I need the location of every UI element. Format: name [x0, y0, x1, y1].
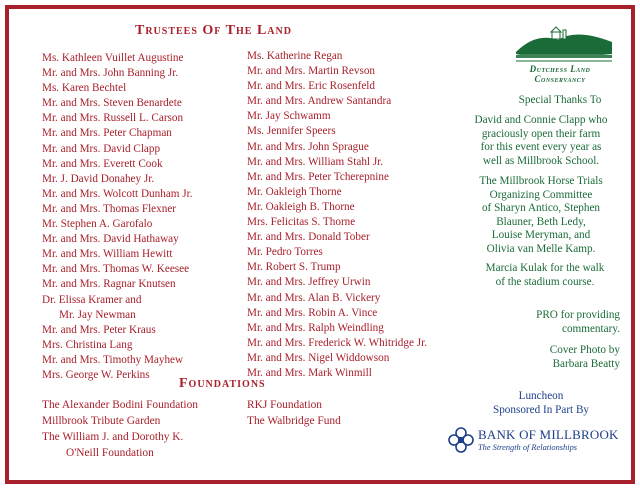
trustee-name: Mr. and Mrs. Peter Kraus [42, 323, 156, 336]
trustee-name: Mr. and Mrs. Thomas Flexner [42, 202, 177, 215]
trustee-name: Mr. and Mrs. Peter Chapman [42, 127, 172, 140]
thanks-line: PRO for providing [536, 309, 620, 321]
trustee-name: Mr. and Mrs. Robin A. Vince [247, 306, 378, 319]
trustee-name: Mr. and Mrs. Thomas W. Keesee [42, 263, 190, 276]
trustee-name: Mr. and Mrs. Eric Rosenfeld [247, 80, 376, 93]
foundation-name: The Walbridge Fund [247, 415, 341, 427]
thanks-kulak [470, 262, 620, 289]
trustee-name: Mr. and Mrs. Ralph Weindling [247, 321, 384, 334]
thanks-line: Cover Photo by [549, 344, 620, 356]
trustee-name: Mr. and Mrs. Andrew Santandra [247, 95, 392, 108]
trustee-name: Mr. and Mrs. Frederick W. Whitridge Jr. [247, 336, 428, 349]
trustee-name: Ms. Karen Bechtel [42, 82, 127, 95]
trustee-name: Mrs. Felicitas S. Thorne [247, 216, 356, 229]
trustee-name: Mr. and Mrs. William Stahl Jr. [247, 155, 384, 168]
thanks-photo [490, 344, 620, 371]
thanks-line: Barbara Beatty [552, 357, 620, 370]
luncheon-sponsor [462, 390, 620, 417]
thanks-line: graciously open their farm [481, 127, 601, 140]
trustee-name: Mr. and Mrs. Martin Revson [247, 65, 376, 78]
trustee-name: Ms. Jennifer Speers [247, 125, 336, 138]
bank-quatrefoil-icon [448, 426, 474, 454]
trustee-name-continued: Mr. Jay Newman [59, 308, 136, 321]
thanks-line: The Millbrook Horse Trials [479, 175, 603, 187]
thanks-pro [490, 309, 620, 336]
trustee-name: Mr. Oakleigh Thorne [247, 185, 342, 198]
thanks-line: of Sharyn Antico, Stephen [481, 202, 601, 215]
trustee-name: Mr. and Mrs. Everett Cook [42, 157, 163, 170]
trustee-name: Mr. and Mrs. John Banning Jr. [42, 67, 179, 80]
trustee-name: Mr. and Mrs. Ragnar Knutsen [42, 278, 176, 291]
trustee-name: Mr. Robert S. Trump [247, 261, 341, 274]
foundation-name: Millbrook Tribute Garden [42, 415, 161, 427]
logo-line-1: Dutchess Land [529, 64, 591, 74]
foundations-left-list [42, 397, 198, 461]
logo-wordmark [505, 64, 615, 84]
thanks-line: David and Connie Clapp who [474, 114, 608, 126]
trustee-name: Mr. J. David Donahey Jr. [42, 172, 155, 185]
trustee-name: Mr. and Mrs. Peter Tcherepnine [247, 170, 389, 183]
trustee-name: Dr. Elissa Kramer and [42, 293, 142, 306]
trustees-left-column [42, 51, 193, 383]
bank-logo [448, 425, 620, 455]
trustee-name: Mr. Jay Schwamm [247, 110, 331, 123]
sponsor-line-1: Luncheon [518, 390, 564, 402]
trustee-name: Mr. and Mrs. Timothy Mayhew [42, 353, 184, 366]
special-thanks-title: Special Thanks To [518, 94, 602, 106]
thanks-line: Organizing Committee [489, 188, 593, 201]
bank-tagline: The Strength of Relationships [478, 443, 578, 452]
foundations-right-list [247, 397, 341, 429]
trustee-name: Ms. Kathleen Vuillet Augustine [42, 52, 184, 64]
logo-line-2: Conservancy [534, 74, 586, 84]
bank-name: BANK OF MILLBROOK [478, 427, 619, 442]
trustee-name: Mr. and Mrs. Donald Tober [247, 231, 370, 244]
trustee-name: Mr. and Mrs. Steven Benardete [42, 97, 182, 110]
thanks-line: Marcia Kulak for the walk [485, 262, 605, 274]
trustee-name: Mrs. Christina Lang [42, 338, 133, 351]
trustee-name: Mr. and Mrs. David Hathaway [42, 233, 179, 246]
trustee-name: Mrs. George W. Perkins [42, 368, 150, 381]
trustee-name: Mr. Stephen A. Garofalo [42, 218, 153, 231]
thanks-line: of the stadium course. [495, 275, 595, 288]
foundation-name: RKJ Foundation [247, 399, 322, 411]
foundations-heading: Foundations [179, 376, 266, 391]
thanks-line: for this event every year as [480, 141, 602, 154]
trustee-name: Mr. Pedro Torres [247, 246, 323, 259]
thanks-clapp [462, 114, 620, 168]
trustee-name: Ms. Katherine Regan [247, 50, 343, 62]
trustee-name: Mr. and Mrs. Mark Winmill [247, 366, 372, 379]
thanks-committee [462, 175, 620, 257]
trustee-name: Mr. and Mrs. Russell L. Carson [42, 112, 184, 125]
trustee-name: Mr. and Mrs. Nigel Widdowson [247, 351, 390, 364]
foundation-name: The Alexander Bodini Foundation [42, 399, 198, 411]
thanks-line: commentary. [562, 322, 620, 335]
thanks-line: Olivia van Melle Kamp. [486, 242, 596, 255]
thanks-line: Louise Meryman, and [491, 229, 591, 242]
trustee-name: Mr. and Mrs. William Hewitt [42, 248, 173, 261]
thanks-line: well as Millbrook School. [482, 154, 600, 167]
foundation-name: The William J. and Dorothy K. [42, 431, 184, 443]
trustee-name: Mr. Oakleigh B. Thorne [247, 200, 355, 213]
sponsor-line-2: Sponsored In Part By [492, 403, 590, 416]
trustees-middle-column [247, 49, 427, 381]
trustee-name: Mr. and Mrs. David Clapp [42, 142, 161, 155]
trustees-heading: Trustees Of The Land [135, 23, 292, 38]
trustee-name: Mr. and Mrs. Alan B. Vickery [247, 291, 381, 304]
trustee-name: Mr. and Mrs. Wolcott Dunham Jr. [42, 187, 193, 200]
trustee-name: Mr. and Mrs. John Sprague [247, 140, 369, 153]
foundation-name-continued: O'Neill Foundation [66, 447, 154, 459]
thanks-line: Blauner, Beth Ledy, [496, 215, 586, 228]
trustee-name: Mr. and Mrs. Jeffrey Urwin [247, 276, 371, 289]
